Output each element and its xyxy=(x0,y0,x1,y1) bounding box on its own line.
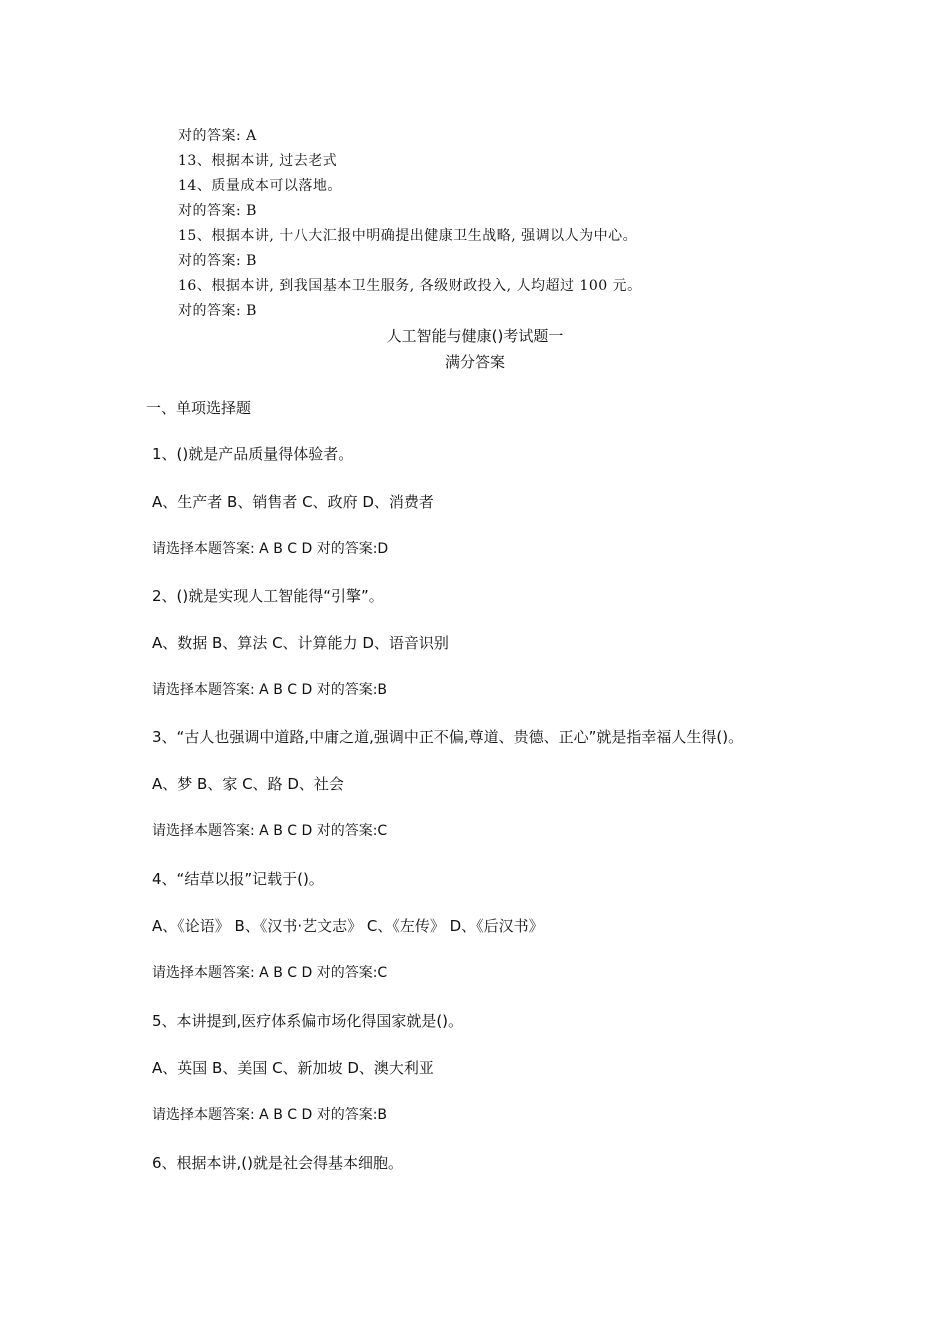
exam-subtitle: 满分答案 xyxy=(444,353,505,371)
question-2-options: A、数据 B、算法 C、计算能力 D、语音识别 xyxy=(152,634,449,652)
answer-14-line: 对的答案: B xyxy=(178,203,257,219)
question-5-options: A、英国 B、美国 C、新加坡 D、澳大利亚 xyxy=(152,1059,434,1077)
question-5-text: 5、本讲提到,医疗体系偏市场化得国家就是()。 xyxy=(152,1012,464,1030)
question-4-answer: 请选择本题答案: A B C D 对的答案:C xyxy=(152,965,388,981)
question-16-line: 16、根据本讲, 到我国基本卫生服务, 各级财政投入, 人均超过 100 元。 xyxy=(178,278,642,294)
question-3-answer: 请选择本题答案: A B C D 对的答案:C xyxy=(152,823,388,839)
question-15-line: 15、根据本讲, 十八大汇报中明确提出健康卫生战略, 强调以人为中心。 xyxy=(178,228,638,244)
question-3-text: 3、“古人也强调中道路,中庸之道,强调中正不偏,尊道、贵德、正心”就是指幸福人生得()。 xyxy=(152,728,744,746)
question-4-text: 4、“结草以报”记载于()。 xyxy=(152,870,324,888)
question-14-line: 14、质量成本可以落地。 xyxy=(178,178,342,194)
answer-15-line: 对的答案: B xyxy=(178,253,257,269)
question-5-answer: 请选择本题答案: A B C D 对的答案:B xyxy=(152,1107,388,1123)
question-6-text: 6、根据本讲,()就是社会得基本细胞。 xyxy=(152,1154,404,1172)
question-3-options: A、梦 B、家 C、路 D、社会 xyxy=(152,775,344,793)
question-2-answer: 请选择本题答案: A B C D 对的答案:B xyxy=(152,682,388,698)
question-1-options: A、生产者 B、销售者 C、政府 D、消费者 xyxy=(152,493,434,511)
answer-16-line: 对的答案: B xyxy=(178,303,257,319)
question-2-text: 2、()就是实现人工智能得“引擎”。 xyxy=(152,587,384,605)
question-1-text: 1、()就是产品质量得体验者。 xyxy=(152,445,354,463)
previous-answer-line: 对的答案: A xyxy=(178,128,257,144)
question-4-options: A、《论语》 B、《汉书·艺文志》 C、《左传》 D、《后汉书》 xyxy=(152,917,544,935)
exam-title: 人工智能与健康()考试题一 xyxy=(386,327,564,345)
question-1-answer: 请选择本题答案: A B C D 对的答案:D xyxy=(152,541,389,557)
section-title: 一、单项选择题 xyxy=(146,399,252,417)
question-13-line: 13、根据本讲, 过去老式 xyxy=(178,153,338,169)
